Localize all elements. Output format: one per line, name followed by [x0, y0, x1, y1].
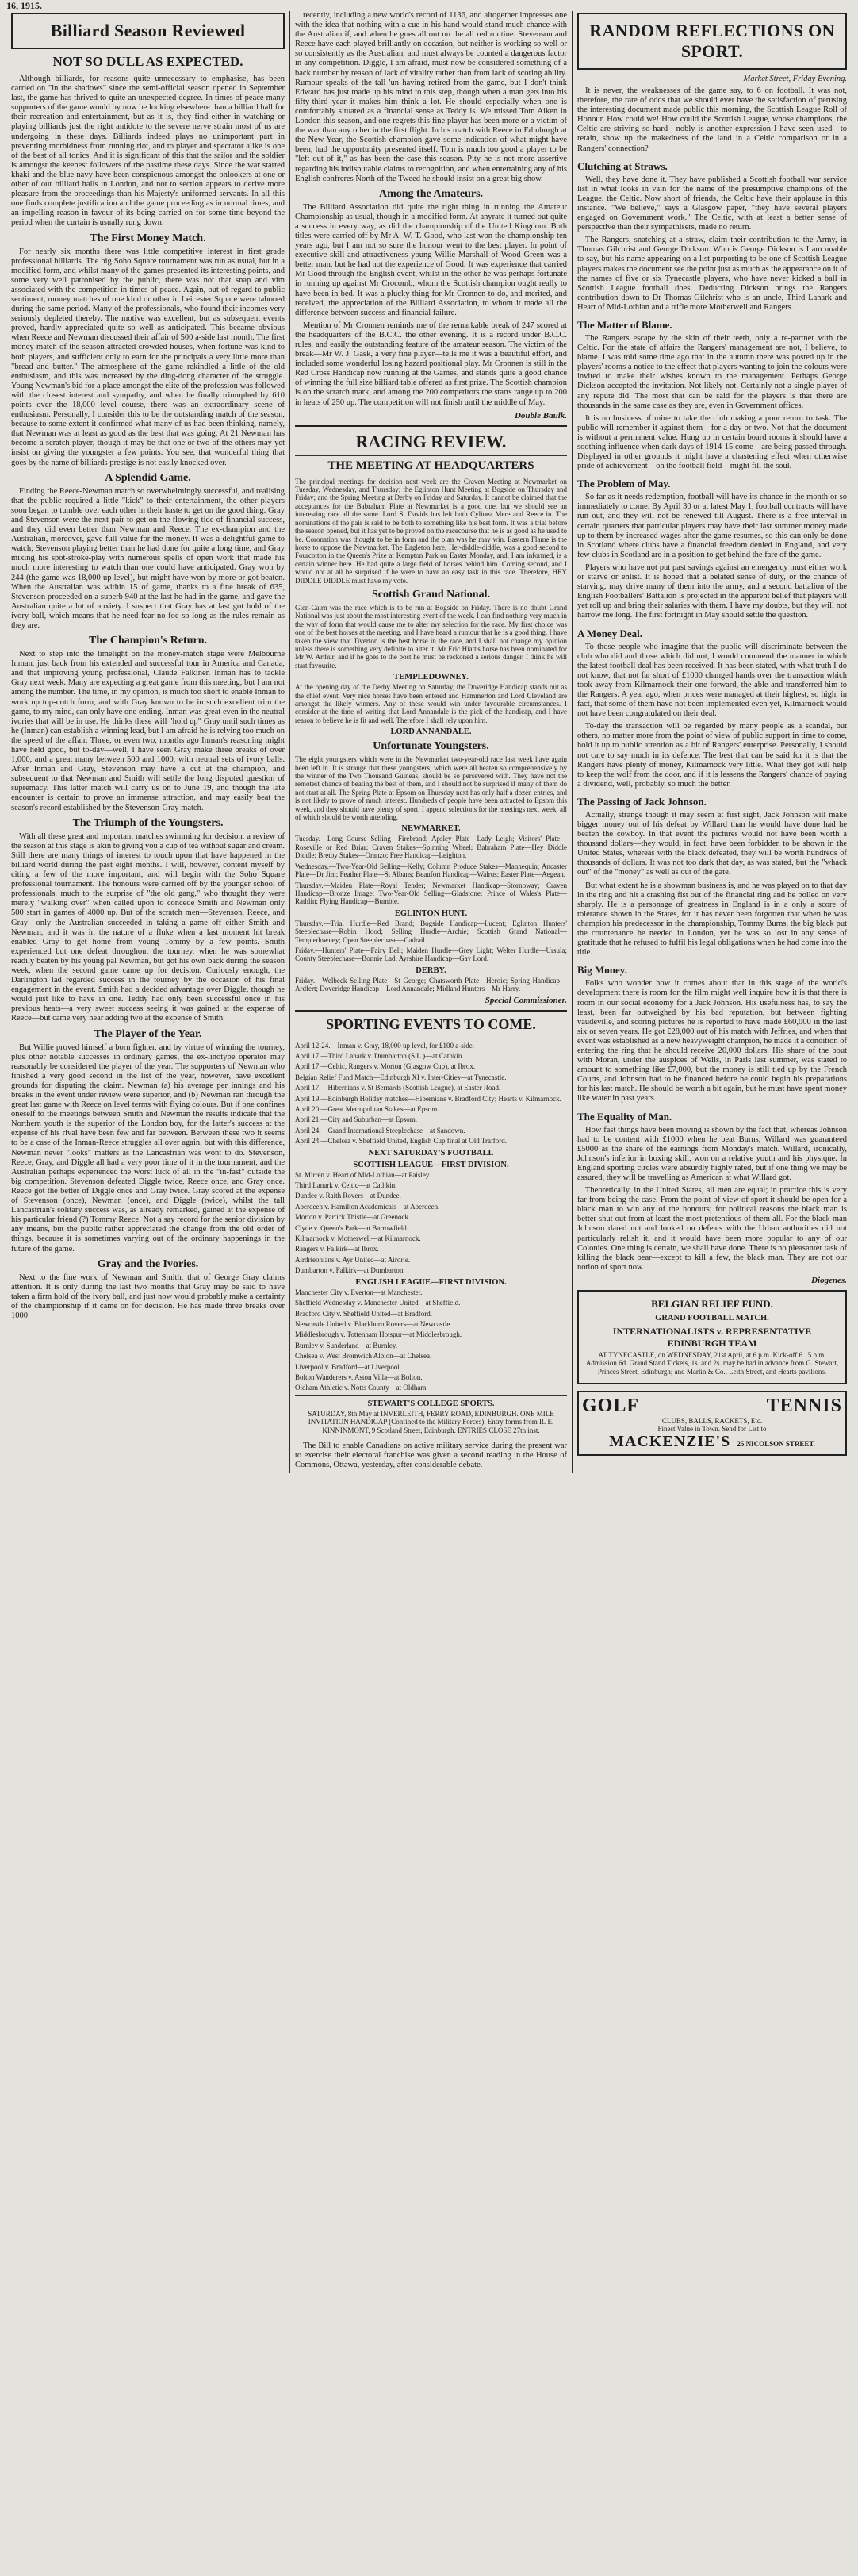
selection-line: Thursday.—Trial Hurdle—Red Brand; Bogside Handicap—Lucent; Eglinton Hunters' Steeplechase—Robin Hood; Selling Hurdle—Archie; Scottish Grand National—Templedowney; Open Steeplechase—Cadrail.: [295, 919, 567, 944]
fixtures-subheading: ENGLISH LEAGUE—FIRST DIVISION.: [355, 1277, 507, 1287]
ad-tennis: TENNIS: [766, 1395, 842, 1417]
fixture-line: Oldham Athletic v. Notts County—at Oldham.: [295, 1384, 428, 1392]
column-middle: [290, 11, 573, 1473]
paragraph: It is no business of mine to take the club making a poor return to task. The public will remember it against them—for a day or two. Not that the document is without a permanent value. Hung up in certain board rooms it should have a soothing influence when dark days of 1914-15 come—are being passed through. Displayed in other grounds it might have a chastening effect when otherwise pride of achievement—on the football field—might fill the soul.: [577, 413, 847, 471]
section-heading: The Player of the Year.: [94, 1027, 202, 1040]
fixture-line: Chelsea v. West Bromwich Albion—at Chelsea.: [295, 1352, 432, 1361]
event-line: April 17.—Hibernians v. St Bernards (Scottish League), at Easter Road.: [295, 1084, 501, 1092]
section-heading: A Money Deal.: [577, 627, 642, 639]
selections-heading: DERBY.: [416, 966, 446, 975]
paragraph: With all these great and important matches swimming for decision, a review of the season at this stage is akin to giving you a cup of tea without sugar and cream. Still there are many things of interest to touch upon that have happened in the billiard world during the past eight months. I will, however, content myself by citing a few of the more important, and will begin with the Soho Square professional tournament. The honours were carried off by the younger school of professionals, much to the surprise of "the old gang," who thought they were merely "walking over" when called upon to concede Smith and Newman only 500 start in games of 4000 up. But of the scratch men—Stevenson, Reece, and Gray—only the Australian succeeded in taking a game off either Smith and Newman, and it was in the nature of a fluke when a last moment hit break enabled Gray to get home from young Tommy by a few points. Smith experienced but one defeat throughout the tourney, when he was somewhat readily beaten by his young pal Newman, but got his own back during the season week, when the second game came up for decision. Curiously enough, the Darlington lad regarded success in the tourney by the occasion of his final engagement in the event. Smith had a decided advantage over Diggle, though he would just like to have in one. Teddy had only been successful once in his previous heats—a very sweet success seeing it was gained at the expense of Reece—but came very near adding two at the expense of Smith.: [11, 831, 285, 1023]
belgian-match-title: INTERNATIONALISTS v. REPRESENTATIVE EDINBURGH TEAM: [612, 1325, 812, 1349]
paragraph: Players who have not put past savings against an emergency must either work or starve or enlist. It is hoped that a belated sense of duty, or the chance of starving, may drive many of them into the army, and a second battalion of the English Footballers' Battalion is projected in the apparent belief that players will yet roll up and bring their salaries with them. I have my doubts, but they will not harrow me long. The first fortnight in May should settle the question.: [577, 562, 847, 620]
ad-address: 25 NICOLSON STREET.: [737, 1440, 815, 1449]
section-heading: Gray and the Ivories.: [97, 1257, 199, 1270]
page-folio: 16, 1915.: [6, 0, 42, 11]
paragraph: But what extent he is a showman business is, and he was played on to that day in the ring and hit a crashing fist out of the financial ring and he polled on very sharply. He is a personage of greatness in England is in a only a score of tolerance shown in the States, for it has never been forgotten that when he was champion his predecessor in the championship, Tommy Burns, the big black put the countenance he needed in London, yet he was so lost in any sense of gratitude that he refused to fulfil his legal obligations when he had come into the title.: [577, 881, 847, 958]
paragraph: The Billiard Association did quite the right thing in running the Amateur Championship as usual, though in a modified form. At anyrate it turned out quite a success in every way, as did the championship of the United Kingdom. Both titles were carried off by Mr A. W. T. Good, who last won the championship ten years ago, but I am not so sure the honour went to the best player. In point of executive skill and attractiveness young Willie Marshall of Wood Green was a better man, but he had not the experience of Good. It was experience that carried Mr Good through the English event, whilst in the other he was perhaps fortunate in running up against Mr Crocomb, whom the Scottish champion ought really to have been in bed. It was a plucky thing for Mr Cronnen to do, and merited, and received, the appreciation of the Billiard Association, to whom it made all the difference between success and financial failure.: [295, 202, 567, 317]
stewart-sports-body: SATURDAY, 8th May at INVERLEITH, FERRY ROAD, EDINBURGH. ONE MILE INVITATION HANDICAP (Confined to the Military Forces). Entry forms from R. E. KINNINMONT, 9 Scotland Street, Edinburgh. ENTRIES CLOSE 27th inst.: [308, 1409, 554, 1434]
section-rule: [295, 425, 567, 427]
paragraph: Well, they have done it. They have published a Scottish football war service list in what looks in vain for the name of the presumptive champions of the League, the Celtic. Now short of friends, the Celtic have their applause in this instance. "We believe," says a Glasgow paper, "they have several players engaged on Government work." The Celtic, with at least a better sense of perspective than their sympathisers, made no return.: [577, 175, 847, 232]
dateline: Market Street, Friday Evening.: [743, 75, 847, 83]
section-heading: A Splendid Game.: [105, 471, 191, 484]
billiards-deck: NOT SO DULL AS EXPECTED.: [52, 54, 243, 69]
paragraph: recently, including a new world's record of 1136, and altogether impresses one with the idea that nothing with a cue in his hand would stand much chance with the Australian if, and when he goes all out on the all red routine. Stevenson and Reece have each played brilliantly on occasion, but neither is working so well or so consistently as the Australian, and must always be counted a dangerous factor in any competition. Diggle, I am afraid, must now be considered something of a back number by reason of lack of vitality rather than from lack of scoring ability. Rumour speaks of the tall 'un having retired from the game, but I don't think Edward has just made up his mind to this step, though when a man gets into his fifty-third year it makes him think a lot. He should especially when one is comfortably situated as a financial sense as Teddy is. We missed Tom Aiken in London this season, and one regrets this fine player has been more or a victim of the war than any other in the first flight. In his match with Reece in Edinburgh at the New Year, the Scottish champion gave some indication of what might have been, had the opportunity presented itself. Tom is much too good a player to be "left out of it," as has been the case this season. Pity he is not more assertive regarding his indisputable claims to recognition, and when entertaining any of his English confreres North of the Tweed he should insist on a great big show.: [295, 11, 567, 183]
paragraph: So far as it needs redemption, football will have its chance in the month or so immediately to come. By April 30 or at latest May 1, football contracts will have run out, and they will not be renewed till August. There is a free interval in certain quarters that particular players may have their last summer money made up to them by increased wages after the game resumes, so this can only be done in Scotland where clubs have a financial freedom denied in England, and very few clubs in Scotland are in a position to get behind the fare of the game.: [577, 493, 847, 559]
fixture-line: Liverpool v. Bradford—at Liverpool.: [295, 1362, 402, 1371]
paragraph: Actually, strange though it may seem at first sight, Jack Johnson will make bigger money out of his defeat by Willard than he would have done had he beaten the cowboy. In that event the pictures would not have been worth a thousand dollars—they would, in fact, have been forbidden to be shown in the United States, whereas with the black defeated, they will be worth hundreds of thousands of dollars. It was not too dark that day, as was stated, but the "whack out" of the "money" as well as out of the gate.: [577, 810, 847, 877]
event-line: April 20.—Great Metropolitan Stakes—at Epsom.: [295, 1105, 439, 1113]
section-heading: The Triumph of the Youngsters.: [72, 816, 224, 829]
ad-line: CLUBS, BALLS, RACKETS, Etc.: [661, 1417, 763, 1426]
paragraph: Mention of Mr Cronnen reminds me of the remarkable break of 247 scored at the headquarters of the B.C.C. the other evening. It is a record under B.C.C. rules, and easily the outstanding feature of the amateur season. The victim of the break—Mr W. J. Gask, a very fine player—tells me it was a beautiful effort, and included some wonderful losing hazard positional play. Mr Cronnen is still in the Red Cross Handicap now running at the Games, and stands quite a good chance of winning the full size billiard table offered as first prize. The Scottish champion is on the scratch mark, and among the 200 competitors the starts range up to 200 in heats of 250 up. The competition will not finish until the middle of May.: [295, 321, 567, 407]
section-heading: The Matter of Blame.: [577, 318, 672, 331]
fixture-line: Manchester City v. Everton—at Manchester.: [295, 1288, 423, 1296]
belgian-subheading: GRAND FOOTBALL MATCH.: [655, 1313, 769, 1323]
fixture-line: St. Mirren v. Heart of Mid-Lothian—at Paisley.: [295, 1170, 431, 1179]
paragraph: For nearly six months there was little competitive interest in first grade professional billiards. The big Soho Square tournament was run as usual, but in a modified form, and whilst many of the games presented its interesting points, and some very well patronised by the public, there was not that snap and vim associated with the competition in times of peace. Again, out of regard to public sentiment, money matches of one kind or other in Leicester Square were tabooed during the same period. Many of the professionals, who found their incomes very seriously depleted thereby. The motive was excellent, but as subsequent events proved, hardly appreciated quite so well as anticipated. This became obvious when Reece and Newman discussed their affair of 500 a-side last month. The first money match of the season attracted crowded houses, when fortune was kind to both players, and sufficient only to earn for the principals a very little more than "bread and butter." The atmosphere of the game rekindled a little of the old enthusiasm, and this was increased by the ding-dong character of the struggle. Young Newman's bid for a place amongst the elite of the profession was followed with the closest interest and sympathy, and when he finally triumphed by 610 points over the 18,000 level course, there was an extraordinary scene of enthusiasm. Personally, I consider this to be the outstanding match of the season, because to some extent it confirmed what many of us had been thinking, namely, that Newman was at least as good as the best that was going. At 21 Newman has become a scratch player, though it may be that one or two of the others may yet insist on giving the youngster a few points. You see, that wonderful thing that goes by the name of billiards prestige is not easily knocked over.: [11, 247, 285, 467]
byline-signature: Special Commissioner.: [485, 995, 567, 1005]
event-line: April 12-24.—Inman v. Gray, 18,000 up level, for £100 a-side.: [295, 1041, 475, 1050]
fixture-line: Rangers v. Falkirk—at Ibrox.: [295, 1245, 379, 1253]
selection-line: Friday.—Hunters' Plate—Fairy Bell; Maiden Hurdle—Grey Light; Welter Hurdle—Ursula; County Steeplechase—Bonnie Lad; Ayrshire Handicap—Gay Lord.: [295, 946, 567, 963]
paragraph: Finding the Reece-Newman match so overwhelmingly successful, and realising that the public required a little "kick" to their entertainment, the other players soon began to tumble over each other in their haste to get on the good thing. Gray and Stevenson were the next pair to get on the flowing tide of financial success, and they did even better than Newman and Reece. The ex-champion and the Australian, moreover, gave full value for the money. It was a delightful game to watch; Stevenson playing better than he had done for quite a long time, and Gray mixing his spot-stroke-play with numerous spells of open work that made his much more interesting to watch than one could have anticipated. Gray won by 244 (the game was 18,000 up level), but might have won by more or got beaten. When the Australian was within 15 of game, thanks to a fine break of 635, Stevenson proceeded on a superb 940 at the last he had in the game, and gave the Australian quite a lot of anxiety. I suspect that Gray has at last got hold of the ivory ball, which means that he need fear no foe so long as the rules remain as they are.: [11, 486, 285, 630]
paragraph: At the opening day of the Derby Meeting on Saturday, the Doveridge Handicap stands out as the chief event. Very nice horses have been entered and Hammerton and Lord Cleveland are amongst the likely winners. Any of these would win under favourable circumstances. I consider at the time of writing that Lord Annandale is the pick of the handicap, and I have reason to believe he is fit and well. Therefore I shall rely upon him.: [295, 683, 567, 724]
section-heading: The Equality of Man.: [577, 1110, 672, 1123]
reflections-headline-box: [577, 13, 847, 70]
fixture-line: Kilmarnock v. Motherwell—at Kilmarnock.: [295, 1234, 421, 1243]
fixtures-list: [295, 1171, 567, 1275]
ad-golf: GOLF: [582, 1395, 640, 1417]
racing-pick: TEMPLEDOWNEY.: [393, 673, 469, 682]
section-heading: The Champion's Return.: [89, 635, 207, 647]
fixture-line: Sheffield Wednesday v. Manchester United—at Sheffield.: [295, 1299, 461, 1307]
section-rule: [295, 1010, 567, 1012]
ad-footer: [582, 1433, 842, 1451]
belgian-relief-notice: [577, 1290, 847, 1384]
fixtures-heading: NEXT SATURDAY'S FOOTBALL: [368, 1148, 494, 1157]
event-line: April 24.—Chelsea v. Sheffield United, English Cup final at Old Trafford.: [295, 1137, 508, 1146]
paragraph: To those people who imagine that the public will discriminate between the club who did and those which did not, I would commend the manner in which the latest football deal has been received. It has been stated, with what truth I do not know, that not far short of £1000 changed hands over the transaction which took away from Kilmarnock their one forward, the able and transferred him to the Rangers. A year ago, when prices were managed at their highest, so high, in fact, that some of them have not been implemented even yet, Kilmarnock would not have been congratulated on their deal.: [577, 642, 847, 719]
section-rule: [295, 1395, 567, 1396]
paragraph: Glen-Cairn was the race which is to be run at Bogside on Friday. There is no doubt Grand National was just about the most interesting event of the week. I can find nothing very much in the way of form that would cause me to alter my selection for the race. My first choice was one of the best horses at the meeting, and I have heard a rumour that he is a good thing. I have taken the view that Tiverton is the best horse in the race, and I shall not change my opinion unless there is something very definite to alter it. Mr Eric Hiatt's horse has been nominated for Mr W. Arthur, and if he goes to the post he must be reckoned a serious danger. I think he will start favourite.: [295, 603, 567, 670]
reflections-headline: RANDOM REFLECTIONS ON SPORT.: [589, 21, 835, 61]
billiards-intro: [11, 75, 285, 228]
section-heading: Unfortunate Youngsters.: [373, 740, 489, 753]
byline-signature: Double Baulk.: [514, 410, 567, 420]
racing-headline: RACING REVIEW.: [355, 431, 507, 451]
paragraph: The Rangers escape by the skin of their teeth, only a re-partner with the Celtic. For the state of affairs the Rangers' management are not, I believe, to blame. I was told some time ago that in the autumn there was posted up in the players' rooms a notice to the effect that players wanting to join the colours were invited to make their wishes known to the management. Perhaps George Dickson accepted the invitation. Not likely not. Certainly not a single player of any repute did. The most that can be said for the players is that there are thousands in the same case as they are, even in Government offices.: [577, 333, 847, 410]
section-heading: The Passing of Jack Johnson.: [577, 795, 707, 808]
section-heading: Among the Amateurs.: [378, 187, 484, 200]
paragraph: Although billiards, for reasons quite unnecessary to emphasise, has been carried on "in the shadows" since the semi-official season opened in September last, the game has thrived to quite an unexpected degree. In times of peace many supporters of the game would by now be looking elsewhere than a billiard hall for their recreation and entertainment, but as it is, they find either in watching or playing billiards just the right antidote to the severe nerve strain most of us are undergoing in these days. Billiards indeed plays no unimportant part in preventing morbidness from running riot, and to player and spectator alike is one of the best of all tonics. And it is significant of this that the sailor and the soldier is amongst the keenest followers of the pastime these days. Since the war started khaki and the blue navy have been conspicuous amongst the onlookers at one or other of our billiard halls in London, and not to section appears to derive more pleasure from the proceedings than his Majesty's uniformed servants. In all this one finds complete justification and the game proceeding as in normal times, and an impelling reason in favour of its being carried on for some time beyond the period when the curtain is usually rung down.: [11, 75, 285, 228]
byline-signature: Diogenes.: [811, 1275, 847, 1285]
paragraph: The principal meetings for decision next week are the Craven Meeting at Newmarket on Tuesday, Wednesday, and Thursday; the Eglinton Hunt Meeting at Bogside on Thursday and Friday; and the Spring Meeting at Derby on Friday and Saturday. It cannot be claimed that the acceptances for the Babraham Plate at Newmarket is a good one, but we should see an interesting race all the same. Lord St Davids has left both Cylinea Mere and Reece in. The nominations of the pair is said to be both to something like his best form. It was a trial before the season opened, but it has yet to be proved on the racecourse that he is as good as he used to be. Coronation was thought to be in form and the plan was he may win. Eastern Flame is the horse to oppose the Newmarket. The Eagleton here, Her-diddle-diddle, was a good second to Fourcotton in the Queen's Prize at Kempton Park on Easter Monday, and, I am informed, is a certain winner here. He had quite a large field of horses behind him. Coming second, and I would not at all be surprised if he were to have an easy task in this race. Therefore, HEY DIDDLE DIDDLE must have my vote.: [295, 477, 567, 585]
paragraph: Next to the fine work of Newman and Smith, that of George Gray claims attention. It is only during the last two months that Gray may be said to have taken a firm hold of the ivory ball, and just now would probably make a certainty of the championship if it came on for decision. He has made three breaks over 1000: [11, 1273, 285, 1320]
paragraph: The Bill to enable Canadians on active military service during the present war to exercise their electoral franchise was given a second reading in the House of Commons, Ottawa, yesterday, after considerable debate.: [295, 1441, 567, 1470]
events-headline: SPORTING EVENTS TO COME.: [326, 1015, 536, 1032]
column-billiards: [6, 11, 290, 1473]
paragraph: Next to step into the limelight on the money-match stage were Melbourne Inman, just back from his extended and successful tour in America and Canada, and that improving young professional, Claude Falkiner. Inman has to tackle Gray next week. Many are expecting a great game from this meeting, but I am not among the number. The time, in my opinion, is much too short to enable Inman to work up top-notch form, and with Gray known to be in such excellent trim the game, to my mind, can only have one ending. Inman was great even in the neutral ivories that will be in use. He thinks these will "hold up" Gray until such times as he (Inman) can establish a winning lead, but I am afraid he is relying too much on the speed of the affair. Three, or even two, months ago Inman's reasoning might have held good, but to-day—well, I have seen Gray make three breaks of over 1,000, and a great many between 500 and 1000, with neutral sets of ivory balls. After Inman and Gray, Stevenson may have a cut at the champion, and subsequent to that Newman and Smith will settle the long disputed question of supremacy. This latter match will carry us on to June 19, and though the late encounter is certain to prove an immense attraction, and may easily beat the season's record established by the Stevenson-Gray match.: [11, 650, 285, 812]
racing-pick: LORD ANNANDALE.: [390, 727, 472, 737]
paragraph: The eight youngsters which were in the Newmarket two-year-old race last week have again been left in. It is strange that these youngsters, which were all beaten so comprehensively by the winner of the Two Thousand Guineas, should be so persevered with. They have not the remotest chance of beating the best of them, and I should not be surprised if many of them do not start at all. The Spring Plate at Epsom on Thursday next has only half a dozen entries, and is not likely to prove of much interest. Hundreds of people have been attracted to Epsom this week, and they should have plenty of sport. I append selections for the meetings next week, all of which should be worth attending.: [295, 755, 567, 822]
billiards-headline-box: [11, 13, 285, 49]
selection-line: Friday.—Welbeck Selling Plate—St George; Chatsworth Plate—Heroic; Spring Handicap—Ardfert; Doveridge Handicap—Lord Annandale; Midland Hunters—Mr Harry.: [295, 976, 567, 993]
paragraph: The Rangers, snatching at a straw, claim their contribution to the Army, in Thomas Gilchrist and George Dickson. Who is George Dickson is I am unable to say, but his name appearing on a list purporting to be one of Scottish League players makes the document see the point just as much as the appearance on it of the names of five or six Tynecastle players, who have never kicked a ball in Scottish League football does. Deducting Dickson brings the Rangers contribution down to Dr Thomas Gilchrist who is an uncle, Third Lanark and Heart of Mid-Lothian and a trifle more Motherwell and Rangers.: [577, 236, 847, 312]
event-line: April 24.—Grand International Steeplechase—at Sandown.: [295, 1126, 465, 1134]
paragraph: It is never, the weaknesses of the game say, to 6 on football. It was not, therefore, the rate of odds that we should ever have the satisfaction of perusing the interesting document made public this morning, the Scottish League Roll of Honour. How could we! How could the Scottish League, whose champions, the Celtic are striving so hard—nobly is another expression I have seen used—to retain, show up the makedness of the land in a Celtic comparison or in a Rangers' connection?: [577, 86, 847, 153]
section-heading: Scottish Grand National.: [372, 588, 490, 601]
fixtures-list-english: [295, 1288, 567, 1392]
fixture-line: Aberdeen v. Hamilton Academicals—at Aberdeen.: [295, 1202, 440, 1211]
fixtures-subheading: SCOTTISH LEAGUE—FIRST DIVISION.: [353, 1160, 509, 1169]
section-heading: The First Money Match.: [90, 232, 206, 244]
ad-header: [582, 1395, 842, 1417]
belgian-body: AT TYNECASTLE, on WEDNESDAY, 21st April, at 6 p.m. Kick-off 6.15 p.m. Admission 6d. Grand Stand Tickets, 1s. and 2s. may be had in advance from G. Stewart, Princes Street, Edinburgh; and Marlin & Co., Leith Street, and Hearts pavilions.: [585, 1350, 839, 1376]
event-line: April 17.—Third Lanark v. Dumbarton (S.L.)—at Cathkin.: [295, 1051, 464, 1060]
ad-brand: MACKENZIE'S: [609, 1433, 731, 1451]
event-line: April 17.—Celtic, Rangers v. Morton (Glasgow Cup), at Ibrox.: [295, 1062, 476, 1071]
selections-heading: EGLINTON HUNT.: [394, 908, 468, 918]
event-line: Belgian Relief Fund Match—Edinburgh XI v. Inter-Cities—at Tynecastle.: [295, 1073, 507, 1081]
section-heading: The Problem of May.: [577, 478, 671, 490]
fixture-line: Bolton Wanderers v. Aston Villa—at Bolton.: [295, 1372, 423, 1381]
mackenzies-advert: [577, 1391, 847, 1456]
paragraph: To-day the transaction will be regarded by many people as a scandal, but others, no matter more from the point of view of public support in time to come, hold it up to public attention as a bit of Rangers' enterprise. Personally, I should not care to say much in its defence. The best that can be said for it is that the Rangers have plenty of money, Kilmarnock very little. What they got will help to keep the wolf from the door, and if it is lessens the Rangers' chance of paying a dividend, well, probably, so much the better.: [577, 722, 847, 789]
fixture-line: Dundee v. Raith Rovers—at Dundee.: [295, 1192, 401, 1200]
column-reflections: [573, 11, 852, 1473]
selection-line: Thursday.—Maiden Plate—Royal Tender; Newmarket Handicap—Stornoway; Craven Handicap—Bronze Image; Two-Year-Old Selling—Gladstone; Prince of Wales's Plate—Rathlin; Flying Handicap—Bumble.: [295, 881, 567, 906]
fixture-line: Newcastle United v. Blackburn Rovers—at Newcastle.: [295, 1319, 452, 1328]
racing-subheadline: THE MEETING AT HEADQUARTERS: [327, 459, 534, 472]
belgian-heading: BELGIAN RELIEF FUND.: [651, 1297, 773, 1310]
fixture-line: Bradford City v. Sheffield United—at Bradford.: [295, 1309, 432, 1318]
column-row: [6, 11, 852, 1473]
selections-heading: NEWMARKET.: [401, 824, 461, 834]
stewart-sports-heading: STEWART'S COLLEGE SPORTS.: [367, 1399, 495, 1408]
event-line: April 21.—City and Suburban—at Epsom.: [295, 1115, 417, 1124]
section-rule: [295, 455, 567, 456]
fixture-line: Airdrieonians v. Ayr United—at Airdrie.: [295, 1255, 411, 1264]
section-heading: Big Money.: [577, 964, 627, 977]
event-line: April 19.—Edinburgh Holiday matches—Hibernians v. Bradford City; Hearts v. Kilmarnock.: [295, 1094, 561, 1103]
paragraph: But Willie proved himself a born fighter, and by virtue of winning the tourney, plus other notable successes in ordinary games, the ex-linotype operator may reasonably be considered the player of the year. The supporters of Newman who finished a very good second in the list of the year, however, have excellent grounds for disputing the claim. Newman (a) his average per innings and his breaks in the event under review were superior, and (b) Newman ran through the great last game with Reece on level terms with flying colours. But if one confines oneself to the meetings between Smith and Newman the results indicate that the Northern youth is the superior of the London boy, for the latter's success at the expense of his rival have been few and far between. Between these two it seems to be a case of the Inman-Reece struggles all over again, but with this difference, Newman never "looks" matters as the Lancastrian was wont to do. Stevenson, Reece, Gray, and Diggle all had a very poor time of it in the tournament, and the Australian perhaps experienced the worst luck of all in the "in-fast" outside the big competition. Stevenson defeated Diggle twice, Reece once, and Gray once. Reece got the better of Diggle once and Gray twice. Gray scored at the expense of Stevenson (once), Newman (once), and Diggle (twice), whilst the tall Lancastrian's solitary success was, as already remarked, gained at the expense of his particular friend (?) Tommy Reece. Not a say record for the senior division by any means, but the public rather appreciated the change from the old order of things, because it is sometimes varying out of the ordinary happenings in the future of the game.: [11, 1042, 285, 1253]
fixture-line: Middlesbrough v. Tottenham Hotspur—at Middlesbrough.: [295, 1330, 462, 1339]
fixture-line: Third Lanark v. Celtic—at Cathkin.: [295, 1181, 397, 1190]
ad-line: Finest Value in Town. Send for List to: [657, 1425, 767, 1434]
selection-line: Wednesday.—Two-Year-Old Selling—Kelly; Column Produce Stakes—Mannequin; Ancaster Plate—Dr Jim; Feather Plate—St Albans; Beaufort Handicap—Walrus; Easter Plate—Aegean.: [295, 862, 567, 879]
fixture-line: Burnley v. Sunderland—at Burnley.: [295, 1341, 398, 1349]
paragraph: How fast things have been moving is shown by the fact that, whereas Johnson had to be content with £1000 when he beat Burns, Willard was guaranteed £5000 as the share of the earnings from Monday's match. Willard, ironically, Johnson's inferior in boxing skill, won on a relative youth and his physique. In England sporting circles were absurdly highly rated, but if one thing we may be assured, they will be travelling as American at what Willard got.: [577, 1125, 847, 1182]
fixture-line: Morton v. Partick Thistle—at Greenock.: [295, 1213, 411, 1222]
fixture-line: Clyde v. Queen's Park—at Barrowfield.: [295, 1223, 409, 1232]
paragraph: Folks who wonder how it comes about that in this stage of the world's development there is room for the film might well inquire how it is that there is room in our social economy for a Jack Johnson. His usefulness has, to say the least, been far outweighed by his bad reputation, but between fighting vaudeville, and scoring pictures he is reported to have made £60,000 in the last six or seven years. He got £28,000 out of his match with Jeffries, and when that event was established as a new heavyweight champion, he made it a condition of entering the ring that he should receive 20,000 dollars. His share of the bout with Moran, under the auspices of Wells, in Paris last summer, was stated to amount to something like £7,000, but the money is still tied up by the French Courts, and Johnson had to be financed before he could begin his preparations for his last match. He should be worth a bit again, but he must have spent money like water in past years.: [577, 979, 847, 1104]
selection-line: Tuesday.—Long Course Selling—Firebrand; Apsley Plate—Lady Leigh; Visitors' Plate—Roseville or Red Briar; Craven Stakes—Spinning Wheel; Babraham Plate—Hey Diddle Diddle; Bretby Stakes—Oranzo; Free Handicap—Leighton.: [295, 835, 567, 860]
billiards-headline: Billiard Season Reviewed: [50, 21, 246, 40]
events-list: [295, 1042, 567, 1146]
paragraph: Theoretically, in the United States, all men are equal; in practice this is very far from being the case. From the point of view of sport it should be open for a black man to win any of the honours; for political reasons the black man is better shut out from at least the most pretentious of them all. For the black man Johnson dared not and looked on defeats with the Urban authorities did not particularly relish it, and it would have been more popular to any of our Colonies. One thing is certain, we shall have done. There is no pleasanter task of killing the black bear—except to kill a few, the black man. They are not our notion of sport now.: [577, 1186, 847, 1272]
section-heading: Clutching at Straws.: [577, 159, 668, 172]
fixture-line: Dumbarton v. Falkirk—at Dumbarton.: [295, 1266, 405, 1275]
